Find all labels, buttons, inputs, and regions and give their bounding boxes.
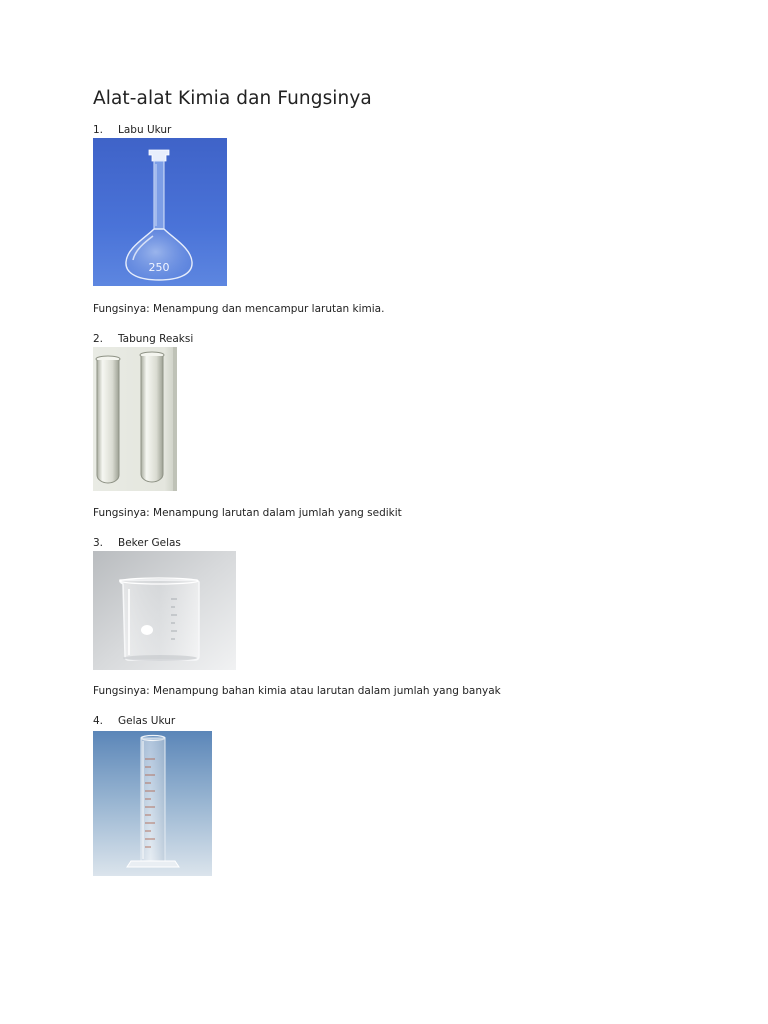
graduated-cylinder-photo bbox=[93, 731, 212, 876]
item-number: 2. bbox=[93, 333, 104, 345]
test-tube-photo bbox=[93, 347, 177, 491]
item-number: 1. bbox=[93, 124, 104, 136]
item-heading-gelas-ukur bbox=[93, 715, 175, 727]
item-number: 3. bbox=[93, 537, 104, 549]
item-name: Labu Ukur bbox=[118, 124, 172, 136]
item-name: Beker Gelas bbox=[118, 537, 181, 549]
item-name: Gelas Ukur bbox=[118, 715, 176, 727]
item-description-beker-gelas: Fungsinya: Menampung bahan kimia atau larutan dalam jumlah yang banyak bbox=[93, 685, 501, 697]
volumetric-flask-photo bbox=[93, 138, 227, 286]
item-description-labu-ukur: Fungsinya: Menampung dan mencampur larutan kimia. bbox=[93, 303, 385, 315]
svg-text:250: 250 bbox=[148, 261, 170, 274]
beaker-photo bbox=[93, 551, 236, 670]
item-heading-labu-ukur bbox=[93, 124, 171, 136]
page-title: Alat-alat Kimia dan Fungsinya bbox=[93, 88, 372, 109]
item-number: 4. bbox=[93, 715, 104, 727]
item-heading-beker-gelas bbox=[93, 537, 181, 549]
item-description-tabung-reaksi: Fungsinya: Menampung larutan dalam jumlah yang sedikit bbox=[93, 507, 402, 519]
item-heading-tabung-reaksi bbox=[93, 333, 193, 345]
item-name: Tabung Reaksi bbox=[118, 333, 194, 345]
